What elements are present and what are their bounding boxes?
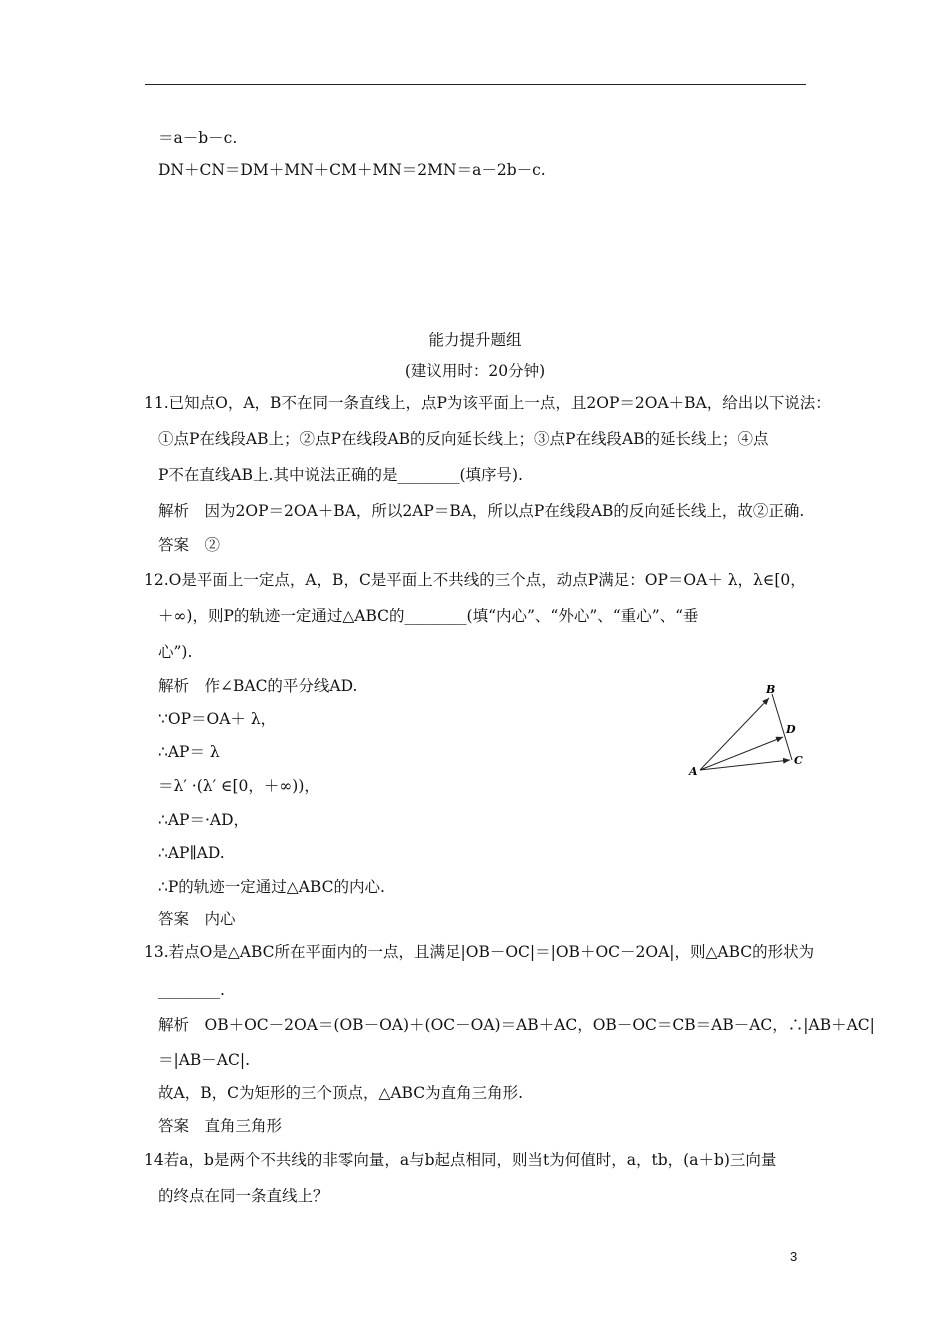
section-subtitle: (建议用时：20分钟)	[404, 362, 546, 380]
question-12-analysis: ∵OP＝OA＋ λ，	[158, 710, 277, 728]
header-rule	[145, 84, 806, 85]
label-d: D	[786, 723, 796, 736]
question-12-analysis: ∴AP∥AD.	[158, 844, 225, 862]
vector-ab	[700, 698, 769, 770]
question-14-stem: 的终点在同一条直线上？	[158, 1187, 329, 1205]
question-11-options: P不在直线AB上.其中说法正确的是________(填序号).	[158, 466, 523, 484]
label-b: B	[766, 683, 776, 696]
label-c: C	[794, 754, 803, 767]
question-12-analysis: 解析 作∠BAC的平分线AD.	[158, 677, 358, 695]
angle-bisector-figure	[680, 680, 820, 790]
question-12-analysis: ∴AP＝·AD，	[158, 811, 250, 829]
text-line: DN＋CN＝DM＋MN＋CM＋MN＝2MN＝a－2b－c.	[158, 161, 546, 179]
question-12-stem: 12.O是平面上一定点，A，B，C是平面上不共线的三个点，动点P满足：OP＝OA＋ λ，λ∈[0，	[144, 571, 806, 589]
question-12-stem: 心”).	[158, 643, 193, 661]
question-11-options: ①点P在线段AB上；②点P在线段AB的反向延长线上；③点P在线段AB的延长线上；④点	[158, 430, 769, 448]
question-12-stem: ＋∞)，则P的轨迹一定通过△ABC的________(填“内心”、“外心”、“重心”、“垂	[158, 607, 699, 625]
page-number: 3	[790, 1249, 798, 1264]
section-title: 能力提升题组	[428, 331, 522, 349]
question-11-analysis: 解析 因为2OP＝2OA＋BA，所以2AP＝BA，所以点P在线段AB的反向延长线上，故②正确.	[158, 502, 805, 520]
question-14-stem: 14若a，b是两个不共线的非零向量，a与b起点相同，则当t为何值时，a，tb，(a＋b)三向量	[144, 1151, 777, 1169]
question-13-analysis: 解析 OB＋OC－2OA＝(OB－OA)＋(OC－OA)＝AB＋AC，OB－OC＝CB＝AB－AC，∴|AB＋AC|	[158, 1016, 875, 1034]
text-line: ＝a－b－c.	[158, 129, 238, 147]
question-12-analysis: ∴P的轨迹一定通过△ABC的内心.	[158, 878, 385, 896]
question-12-answer: 答案 内心	[158, 910, 236, 928]
question-12-analysis: ＝λ′ ·(λ′ ∈[0，＋∞))，	[158, 777, 320, 795]
question-13-stem: ________.	[158, 981, 225, 999]
question-13-analysis: ＝|AB－AC|.	[158, 1051, 251, 1069]
question-12-analysis: ∴AP＝ λ	[158, 743, 220, 761]
question-13-analysis: 故A，B，C为矩形的三个顶点，△ABC为直角三角形.	[158, 1084, 524, 1102]
question-11-answer: 答案 ②	[158, 536, 221, 554]
question-13-answer: 答案 直角三角形	[158, 1117, 283, 1135]
question-11-stem: 11.已知点O，A，B不在同一条直线上，点P为该平面上一点，且2OP＝2OA＋BA，给出以下说法：	[144, 394, 831, 412]
question-13-stem: 13.若点O是△ABC所在平面内的一点，且满足|OB－OC|＝|OB＋OC－2OA|，则△ABC的形状为	[144, 943, 815, 961]
label-a: A	[689, 765, 698, 778]
